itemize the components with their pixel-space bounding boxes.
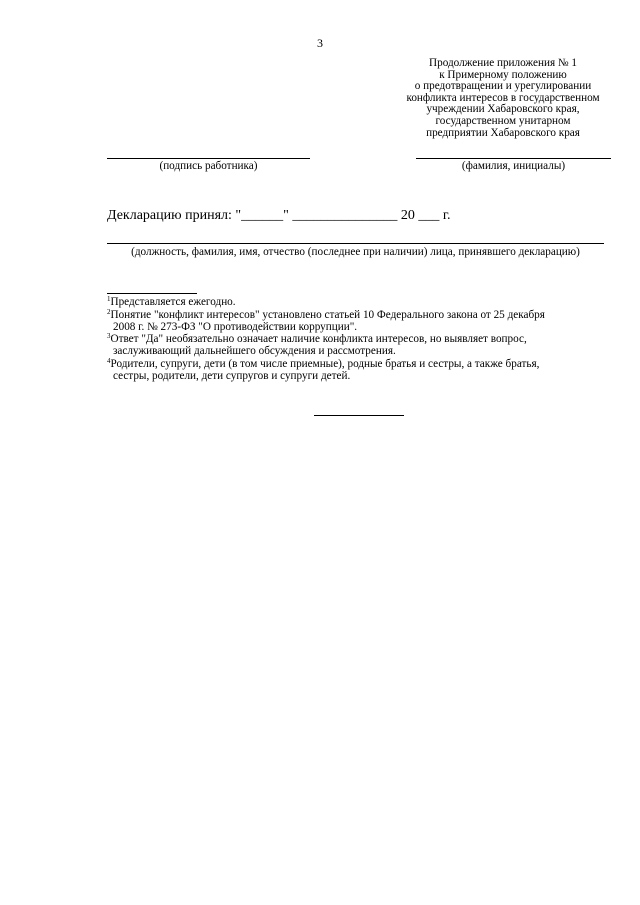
footnote-1 <box>107 297 611 309</box>
appendix-line: о предотвращении и урегулировании <box>414 80 592 93</box>
footnote-text: Представляется ежегодно. <box>110 296 236 308</box>
end-separator <box>314 415 404 416</box>
appendix-line: учреждении Хабаровского края, <box>426 103 580 116</box>
employee-signature-caption: (подпись работника) <box>159 160 258 172</box>
employee-signature-line[interactable] <box>107 158 310 159</box>
employee-name-caption: (фамилия, инициалы) <box>461 160 566 172</box>
acceptor-line[interactable] <box>107 243 604 244</box>
appendix-line: Продолжение приложения № 1 <box>429 57 577 69</box>
footnote-number: 4 <box>107 357 111 365</box>
footnote-number: 3 <box>107 332 111 340</box>
employee-name-line[interactable] <box>416 158 611 159</box>
footnote-3 <box>107 334 611 358</box>
appendix-heading <box>392 58 614 139</box>
declaration-accepted: Декларацию принял: "______" _______________ 20 ___ г. <box>107 208 451 223</box>
footnote-4 <box>107 359 611 383</box>
footnote-text: Понятие "конфликт интересов" установлено статьей 10 Федерального закона от 25 декабря <box>110 309 545 321</box>
footnote-text-continued: сестры, родители, дети супругов и супруги детей. <box>113 369 351 382</box>
footnote-text: Родители, супруги, дети (в том числе приемные), родные братья и сестры, а также братья, <box>110 358 540 370</box>
footnote-number: 2 <box>107 308 111 316</box>
footnote-2 <box>107 310 611 334</box>
footnote-separator <box>107 293 197 294</box>
footnote-text-continued: 2008 г. № 273-ФЗ "О противодействии коррупции". <box>113 320 358 333</box>
page-number: 3 <box>317 36 323 50</box>
appendix-line: к Примерному положению <box>439 68 567 81</box>
appendix-line: предприятии Хабаровского края <box>426 126 580 139</box>
appendix-line: государственном унитарном <box>435 114 571 127</box>
footnote-text: Ответ "Да" необязательно означает наличие конфликта интересов, но выявляет вопрос, <box>110 333 527 345</box>
footnote-number: 1 <box>107 295 111 303</box>
acceptor-caption: (должность, фамилия, имя, отчество (последнее при наличии) лица, принявшего декларацию) <box>131 246 580 258</box>
appendix-line: конфликта интересов в государственном <box>406 91 600 104</box>
footnote-text-continued: заслуживающий дальнейшего обсуждения и рассмотрения. <box>113 344 396 357</box>
